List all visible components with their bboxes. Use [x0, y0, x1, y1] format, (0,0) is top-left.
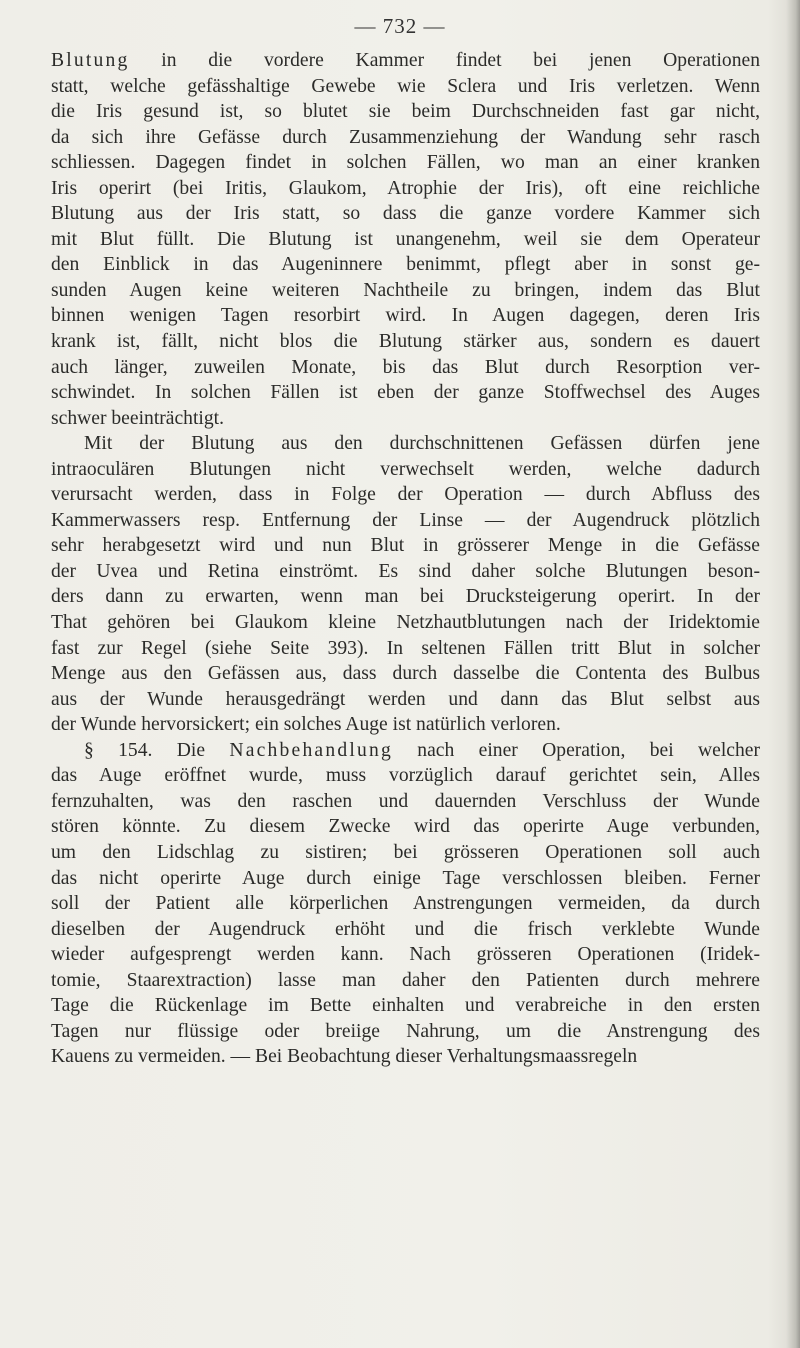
spaced-keyword: Nachbehandlung	[229, 739, 393, 761]
text-line	[51, 176, 760, 202]
text-line	[51, 303, 760, 329]
line-text: mit Blut füllt. Die Blutung ist unangenehm, weil sie dem Operateur	[51, 228, 760, 250]
line-text: Blutung aus der Iris statt, so dass die ganze vordere Kammer sich	[51, 203, 760, 225]
line-text: Tage die Rückenlage im Bette einhalten und verabreiche in den ersten	[51, 995, 760, 1017]
text-line	[51, 355, 760, 381]
section-prefix: § 154. Die	[84, 739, 230, 761]
line-text: dieselben der Augendruck erhöht und die frisch verklebte Wunde	[51, 918, 760, 940]
text-line	[51, 533, 760, 559]
line-text: den Einblick in das Augeninnere benimmt, pflegt aber in sonst ge-	[51, 254, 760, 276]
text-line	[51, 738, 760, 764]
line-text: Iris operirt (bei Iritis, Glaukom, Atrophie der Iris), oft eine reichliche	[51, 177, 760, 199]
line-text: fernzuhalten, was den raschen und dauernden Verschluss der Wunde	[51, 790, 760, 812]
line-text: verursacht werden, dass in Folge der Operation — durch Abfluss des	[51, 484, 760, 506]
text-line	[51, 431, 760, 457]
text-line	[51, 636, 760, 662]
page-edge-shadow	[786, 0, 800, 1348]
line-text: da sich ihre Gefässe durch Zusammenziehung der Wandung sehr rasch	[51, 126, 760, 148]
text-line	[51, 1019, 760, 1045]
text-line	[51, 789, 760, 815]
line-text: soll der Patient alle körperlichen Anstrengungen vermeiden, da durch	[51, 893, 760, 915]
line-text: die Iris gesund ist, so blutet sie beim Durchschneiden fast gar nicht,	[51, 101, 760, 123]
line-text: sehr herabgesetzt wird und nun Blut in grösserer Menge in die Gefässe	[51, 535, 760, 557]
line-text: wieder aufgesprengt werden kann. Nach grösseren Operationen (Iridek-	[51, 944, 760, 966]
text-line	[51, 968, 760, 994]
line-text: statt, welche gefässhaltige Gewebe wie Sclera und Iris verletzen. Wenn	[51, 75, 760, 97]
line-text: schwer beeinträchtigt.	[51, 407, 225, 429]
text-line	[51, 227, 760, 253]
text-line	[51, 712, 760, 738]
text-line	[51, 814, 760, 840]
line-text: schliessen. Dagegen findet in solchen Fällen, wo man an einer kranken	[51, 152, 760, 174]
text-line	[51, 406, 760, 432]
line-text: fast zur Regel (siehe Seite 393). In seltenen Fällen tritt Blut in solcher	[51, 637, 760, 659]
line-text: intraoculären Blutungen nicht verwechselt werden, welche dadurch	[51, 458, 760, 480]
paragraph	[51, 431, 760, 738]
line-text: in die vordere Kammer findet bei jenen Operationen	[129, 50, 760, 71]
paragraph	[51, 48, 760, 431]
text-line	[51, 584, 760, 610]
line-text: That gehören bei Glaukom kleine Netzhautblutungen nach der Iridektomie	[51, 612, 760, 634]
line-text: um den Lidschlag zu sistiren; bei grösseren Operationen soll auch	[51, 841, 760, 863]
line-text: der Uvea und Retina einströmt. Es sind daher solche Blutungen beson-	[51, 560, 760, 582]
line-text: stören könnte. Zu diesem Zwecke wird das operirte Auge verbunden,	[51, 816, 760, 838]
text-line	[51, 866, 760, 892]
body-text	[51, 48, 760, 1070]
text-line	[51, 840, 760, 866]
line-text: Tagen nur flüssige oder breiige Nahrung, um die Anstrengung des	[51, 1020, 760, 1042]
line-text: auch länger, zuweilen Monate, bis das Blut durch Resorption ver-	[51, 356, 760, 378]
text-line	[51, 687, 760, 713]
spaced-keyword: Blutung	[51, 50, 130, 71]
line-text: Kammerwassers resp. Entfernung der Linse — der Augendruck plötzlich	[51, 509, 760, 531]
line-text: das nicht operirte Auge durch einige Tage verschlossen bleiben. Ferner	[51, 867, 760, 889]
text-line	[51, 482, 760, 508]
text-line	[51, 610, 760, 636]
text-line	[51, 150, 760, 176]
line-text: ders dann zu erwarten, wenn man bei Drucksteigerung operirt. In der	[51, 586, 760, 608]
line-text: der Wunde hervorsickert; ein solches Auge ist natürlich verloren.	[51, 714, 561, 736]
text-line	[51, 99, 760, 125]
text-line	[51, 942, 760, 968]
text-line	[51, 1044, 760, 1070]
text-line	[51, 661, 760, 687]
page-number: — 732 —	[354, 14, 446, 38]
text-line	[51, 993, 760, 1019]
text-line	[51, 763, 760, 789]
text-line	[51, 201, 760, 227]
text-line	[51, 48, 760, 74]
line-text: tomie, Staarextraction) lasse man daher den Patienten durch mehrere	[51, 969, 760, 991]
text-line	[51, 508, 760, 534]
line-text: krank ist, fällt, nicht blos die Blutung stärker aus, sondern es dauert	[51, 331, 760, 353]
text-line	[51, 559, 760, 585]
line-text: das Auge eröffnet wurde, muss vorzüglich darauf gerichtet sein, Alles	[51, 765, 760, 787]
text-line	[51, 380, 760, 406]
line-text: Mit der Blutung aus den durchschnittenen Gefässen dürfen jene	[84, 433, 760, 455]
line-text: Kauens zu vermeiden. — Bei Beobachtung dieser Verhaltungsmaassregeln	[51, 1046, 638, 1068]
text-line	[51, 125, 760, 151]
line-text: sunden Augen keine weiteren Nachtheile zu bringen, indem das Blut	[51, 279, 760, 301]
text-line	[51, 457, 760, 483]
text-line	[51, 278, 760, 304]
text-line	[51, 329, 760, 355]
text-line	[51, 917, 760, 943]
line-text: schwindet. In solchen Fällen ist eben der ganze Stoffwechsel des Auges	[51, 382, 760, 404]
line-text: binnen wenigen Tagen resorbirt wird. In Augen dagegen, deren Iris	[51, 305, 760, 327]
text-line	[51, 74, 760, 100]
line-text: nach einer Operation, bei welcher	[392, 739, 760, 761]
line-text: Menge aus den Gefässen aus, dass durch dasselbe die Contenta des Bulbus	[51, 663, 760, 685]
text-line	[51, 252, 760, 278]
text-line	[51, 891, 760, 917]
paragraph	[51, 738, 760, 1070]
line-text: aus der Wunde herausgedrängt werden und dann das Blut selbst aus	[51, 688, 760, 710]
